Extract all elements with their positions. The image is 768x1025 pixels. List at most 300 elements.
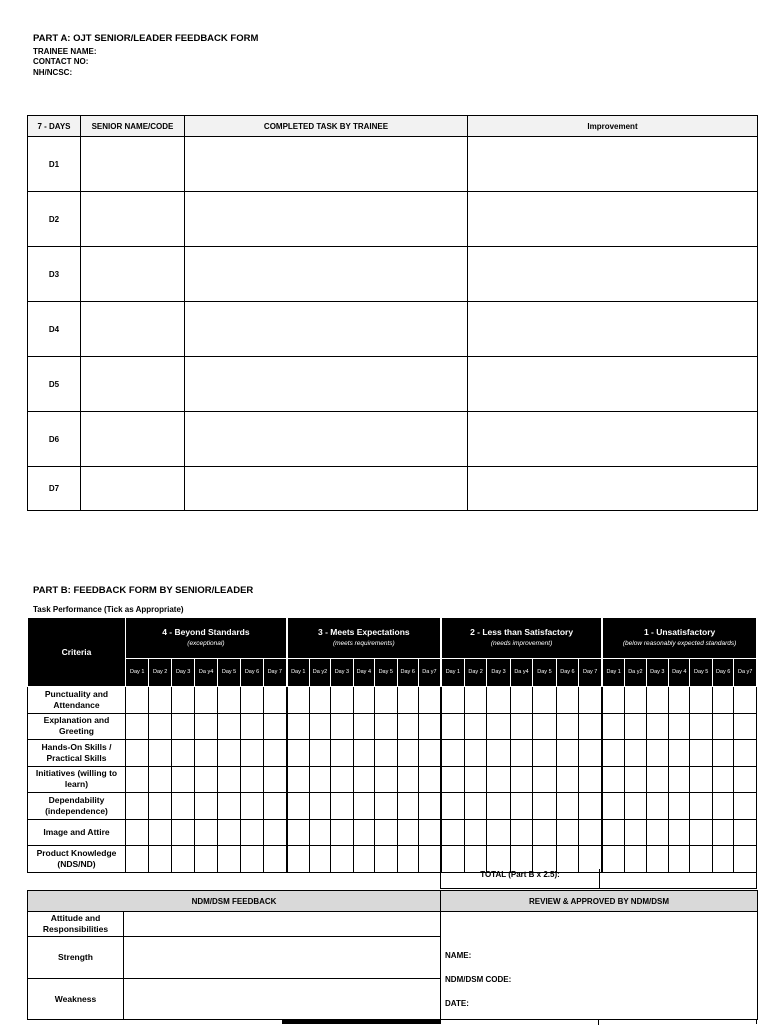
tick-cell[interactable] bbox=[331, 766, 353, 793]
tick-cell[interactable] bbox=[734, 793, 757, 820]
senior-name-cell[interactable] bbox=[81, 357, 185, 412]
improvement-cell[interactable] bbox=[468, 192, 758, 247]
tick-cell[interactable] bbox=[464, 793, 486, 820]
tick-cell[interactable] bbox=[287, 740, 309, 767]
day-column-header: Day 1 bbox=[441, 659, 464, 687]
tick-cell[interactable] bbox=[171, 713, 194, 740]
tick-cell[interactable] bbox=[331, 793, 353, 820]
tick-cell[interactable] bbox=[533, 819, 556, 846]
day-column-header: Day 2 bbox=[149, 659, 171, 687]
tick-cell[interactable] bbox=[353, 793, 374, 820]
tick-cell[interactable] bbox=[734, 713, 757, 740]
part-a-table bbox=[27, 115, 758, 511]
tick-cell[interactable] bbox=[149, 793, 171, 820]
tick-cell[interactable] bbox=[125, 740, 148, 767]
day-column-header: Day 5 bbox=[217, 659, 240, 687]
strength-label: Strength bbox=[28, 937, 124, 979]
ndm-dsm-feedback-header: NDM/DSM FEEDBACK bbox=[28, 891, 441, 912]
tick-cell[interactable] bbox=[625, 740, 646, 767]
tick-cell[interactable] bbox=[309, 846, 330, 873]
day-label: D1 bbox=[28, 137, 81, 192]
tick-cell[interactable] bbox=[241, 687, 263, 714]
tick-cell[interactable] bbox=[195, 793, 217, 820]
table-row bbox=[28, 192, 758, 247]
tick-cell[interactable] bbox=[510, 687, 532, 714]
criteria-label: Initiatives (willing to learn) bbox=[28, 766, 126, 793]
tick-cell[interactable] bbox=[602, 740, 624, 767]
tick-cell[interactable] bbox=[241, 793, 263, 820]
tick-cell[interactable] bbox=[263, 687, 287, 714]
weakness-input-cell[interactable] bbox=[124, 979, 441, 1020]
tick-cell[interactable] bbox=[309, 713, 330, 740]
criteria-label: Explanation and Greeting bbox=[28, 713, 126, 740]
criteria-label: Punctuality and Attendance bbox=[28, 687, 126, 714]
tick-cell[interactable] bbox=[217, 819, 240, 846]
tick-cell[interactable] bbox=[734, 687, 757, 714]
criteria-label: Hands-On Skills / Practical Skills bbox=[28, 740, 126, 767]
tick-cell[interactable] bbox=[375, 713, 397, 740]
completed-task-cell[interactable] bbox=[185, 357, 468, 412]
tick-cell[interactable] bbox=[375, 819, 397, 846]
tick-cell[interactable] bbox=[712, 687, 733, 714]
tick-cell[interactable] bbox=[353, 740, 374, 767]
table-row bbox=[28, 687, 757, 714]
day-label: D4 bbox=[28, 302, 81, 357]
tick-cell[interactable] bbox=[464, 687, 486, 714]
day-label: D2 bbox=[28, 192, 81, 247]
tick-cell[interactable] bbox=[418, 819, 440, 846]
part-b-subtitle: Task Performance (Tick as Appropriate) bbox=[33, 605, 184, 614]
review-code-label: NDM/DSM CODE: bbox=[445, 975, 512, 984]
table-row bbox=[28, 247, 758, 302]
tick-cell[interactable] bbox=[734, 819, 757, 846]
day-column-header: Da y4 bbox=[195, 659, 217, 687]
tick-cell[interactable] bbox=[263, 819, 287, 846]
completed-task-column-header: COMPLETED TASK BY TRAINEE bbox=[185, 116, 468, 137]
table-row bbox=[28, 819, 757, 846]
day-column-header: Day 1 bbox=[287, 659, 309, 687]
tick-cell[interactable] bbox=[734, 740, 757, 767]
tick-cell[interactable] bbox=[556, 740, 578, 767]
tick-cell[interactable] bbox=[625, 793, 646, 820]
tick-cell[interactable] bbox=[397, 687, 418, 714]
tick-cell[interactable] bbox=[125, 687, 148, 714]
day-column-header: Day 3 bbox=[171, 659, 194, 687]
tick-cell[interactable] bbox=[375, 793, 397, 820]
tick-cell[interactable] bbox=[331, 713, 353, 740]
day-column-header: Day 6 bbox=[556, 659, 578, 687]
day-column-header: Day 5 bbox=[533, 659, 556, 687]
tick-cell[interactable] bbox=[690, 819, 712, 846]
score-bar bbox=[282, 1019, 440, 1024]
tick-cell[interactable] bbox=[309, 766, 330, 793]
tick-cell[interactable] bbox=[556, 687, 578, 714]
senior-name-cell[interactable] bbox=[81, 192, 185, 247]
tick-cell[interactable] bbox=[241, 713, 263, 740]
senior-name-cell[interactable] bbox=[81, 302, 185, 357]
tick-cell[interactable] bbox=[669, 740, 690, 767]
tick-cell[interactable] bbox=[487, 687, 510, 714]
tick-cell[interactable] bbox=[149, 687, 171, 714]
level-description: (below reasonably expected standards) bbox=[622, 640, 737, 647]
tick-cell[interactable] bbox=[375, 740, 397, 767]
day-column-header: Day 6 bbox=[241, 659, 263, 687]
total-label: TOTAL (Part B x 2.5): bbox=[441, 869, 600, 888]
improvement-column-header: Improvement bbox=[468, 116, 758, 137]
tick-cell[interactable] bbox=[441, 740, 464, 767]
tick-cell[interactable] bbox=[625, 713, 646, 740]
tick-cell[interactable] bbox=[125, 793, 148, 820]
review-date-label: DATE: bbox=[445, 999, 469, 1008]
tick-cell[interactable] bbox=[287, 819, 309, 846]
tick-cell[interactable] bbox=[464, 819, 486, 846]
tick-cell[interactable] bbox=[397, 846, 418, 873]
criteria-label: Image and Attire bbox=[28, 819, 126, 846]
day-column-header: Da y2 bbox=[309, 659, 330, 687]
tick-cell[interactable] bbox=[397, 819, 418, 846]
part-a-title: PART A: OJT SENIOR/LEADER FEEDBACK FORM bbox=[33, 33, 259, 44]
tick-cell[interactable] bbox=[331, 740, 353, 767]
tick-cell[interactable] bbox=[690, 793, 712, 820]
tick-cell[interactable] bbox=[510, 740, 532, 767]
tick-cell[interactable] bbox=[712, 819, 733, 846]
review-name-label: NAME: bbox=[445, 951, 472, 960]
completed-task-cell[interactable] bbox=[185, 467, 468, 511]
tick-cell[interactable] bbox=[510, 713, 532, 740]
tick-cell[interactable] bbox=[510, 793, 532, 820]
tick-cell[interactable] bbox=[464, 713, 486, 740]
tick-cell[interactable] bbox=[441, 819, 464, 846]
tick-cell[interactable] bbox=[171, 740, 194, 767]
day-column-header: Day 3 bbox=[487, 659, 510, 687]
tick-cell[interactable] bbox=[125, 713, 148, 740]
senior-name-cell[interactable] bbox=[81, 247, 185, 302]
improvement-cell[interactable] bbox=[468, 137, 758, 192]
tick-cell[interactable] bbox=[171, 846, 194, 873]
tick-cell[interactable] bbox=[602, 713, 624, 740]
tick-cell[interactable] bbox=[397, 713, 418, 740]
tick-cell[interactable] bbox=[195, 846, 217, 873]
total-row bbox=[440, 869, 757, 889]
tick-cell[interactable] bbox=[556, 793, 578, 820]
tick-cell[interactable] bbox=[646, 687, 668, 714]
tick-cell[interactable] bbox=[602, 793, 624, 820]
tick-cell[interactable] bbox=[712, 740, 733, 767]
level-name: 3 - Meets Expectations bbox=[318, 627, 410, 637]
criteria-label: Dependability (independence) bbox=[28, 793, 126, 820]
tick-cell[interactable] bbox=[556, 766, 578, 793]
tick-cell[interactable] bbox=[579, 740, 603, 767]
day-column-header: Day 6 bbox=[712, 659, 733, 687]
tick-cell[interactable] bbox=[418, 846, 440, 873]
tick-cell[interactable] bbox=[375, 766, 397, 793]
tick-cell[interactable] bbox=[397, 740, 418, 767]
date-row-stub bbox=[440, 1019, 757, 1024]
day-column-header: Day 4 bbox=[353, 659, 374, 687]
level-name: 4 - Beyond Standards bbox=[162, 627, 250, 637]
level-header-3 bbox=[287, 618, 441, 659]
day-column-header: Da y7 bbox=[734, 659, 757, 687]
improvement-cell[interactable] bbox=[468, 357, 758, 412]
improvement-cell[interactable] bbox=[468, 302, 758, 357]
table-row bbox=[28, 357, 758, 412]
tick-cell[interactable] bbox=[579, 687, 603, 714]
day-column-header: Day 1 bbox=[125, 659, 148, 687]
tick-cell[interactable] bbox=[125, 766, 148, 793]
tick-cell[interactable] bbox=[487, 713, 510, 740]
tick-cell[interactable] bbox=[241, 766, 263, 793]
level-header-2 bbox=[441, 618, 602, 659]
day-column-header: Day 1 bbox=[602, 659, 624, 687]
tick-cell[interactable] bbox=[195, 713, 217, 740]
tick-cell[interactable] bbox=[533, 713, 556, 740]
table-row bbox=[28, 740, 757, 767]
completed-task-cell[interactable] bbox=[185, 247, 468, 302]
tick-cell[interactable] bbox=[287, 766, 309, 793]
tick-cell[interactable] bbox=[217, 740, 240, 767]
tick-cell[interactable] bbox=[602, 687, 624, 714]
tick-cell[interactable] bbox=[397, 793, 418, 820]
tick-cell[interactable] bbox=[195, 687, 217, 714]
tick-cell[interactable] bbox=[263, 713, 287, 740]
tick-cell[interactable] bbox=[602, 819, 624, 846]
table-row bbox=[28, 302, 758, 357]
day-column-header: Day 3 bbox=[331, 659, 353, 687]
tick-cell[interactable] bbox=[418, 766, 440, 793]
tick-cell[interactable] bbox=[690, 687, 712, 714]
improvement-cell[interactable] bbox=[468, 467, 758, 511]
day-label: D6 bbox=[28, 412, 81, 467]
tick-cell[interactable] bbox=[195, 766, 217, 793]
tick-cell[interactable] bbox=[217, 713, 240, 740]
tick-cell[interactable] bbox=[241, 846, 263, 873]
tick-cell[interactable] bbox=[195, 740, 217, 767]
tick-cell[interactable] bbox=[331, 846, 353, 873]
tick-cell[interactable] bbox=[331, 819, 353, 846]
tick-cell[interactable] bbox=[690, 766, 712, 793]
tick-cell[interactable] bbox=[579, 766, 603, 793]
tick-cell[interactable] bbox=[418, 740, 440, 767]
tick-cell[interactable] bbox=[646, 740, 668, 767]
day-column-header: Day 5 bbox=[375, 659, 397, 687]
part-b-title: PART B: FEEDBACK FORM BY SENIOR/LEADER bbox=[33, 585, 254, 596]
day-label: D5 bbox=[28, 357, 81, 412]
ndm-dsm-feedback-table bbox=[27, 890, 758, 1020]
completed-task-cell[interactable] bbox=[185, 412, 468, 467]
senior-name-column-header: SENIOR NAME/CODE bbox=[81, 116, 185, 137]
task-performance-table bbox=[27, 617, 757, 873]
completed-task-cell[interactable] bbox=[185, 302, 468, 357]
table-row bbox=[28, 137, 758, 192]
tick-cell[interactable] bbox=[171, 687, 194, 714]
day-column-header: Day 2 bbox=[464, 659, 486, 687]
tick-cell[interactable] bbox=[669, 766, 690, 793]
tick-cell[interactable] bbox=[353, 687, 374, 714]
tick-cell[interactable] bbox=[418, 713, 440, 740]
tick-cell[interactable] bbox=[669, 687, 690, 714]
day-column-header: Da y4 bbox=[510, 659, 532, 687]
days-column-header: 7 - DAYS bbox=[28, 116, 81, 137]
tick-cell[interactable] bbox=[149, 819, 171, 846]
tick-cell[interactable] bbox=[171, 793, 194, 820]
tick-cell[interactable] bbox=[712, 713, 733, 740]
tick-cell[interactable] bbox=[309, 740, 330, 767]
level-header-1 bbox=[602, 618, 756, 659]
tick-cell[interactable] bbox=[441, 713, 464, 740]
senior-name-cell[interactable] bbox=[81, 137, 185, 192]
tick-cell[interactable] bbox=[510, 819, 532, 846]
tick-cell[interactable] bbox=[149, 713, 171, 740]
tick-cell[interactable] bbox=[669, 713, 690, 740]
tick-cell[interactable] bbox=[353, 846, 374, 873]
table-row bbox=[28, 467, 758, 511]
tick-cell[interactable] bbox=[331, 687, 353, 714]
tick-cell[interactable] bbox=[309, 819, 330, 846]
day-column-header: Day 7 bbox=[579, 659, 603, 687]
tick-cell[interactable] bbox=[241, 819, 263, 846]
tick-cell[interactable] bbox=[287, 713, 309, 740]
day-label: D7 bbox=[28, 467, 81, 511]
tick-cell[interactable] bbox=[125, 819, 148, 846]
tick-cell[interactable] bbox=[579, 713, 603, 740]
tick-cell[interactable] bbox=[646, 793, 668, 820]
table-row bbox=[28, 412, 758, 467]
tick-cell[interactable] bbox=[441, 766, 464, 793]
tick-cell[interactable] bbox=[646, 819, 668, 846]
tick-cell[interactable] bbox=[195, 819, 217, 846]
tick-cell[interactable] bbox=[309, 793, 330, 820]
tick-cell[interactable] bbox=[579, 793, 603, 820]
table-row bbox=[28, 793, 757, 820]
tick-cell[interactable] bbox=[690, 713, 712, 740]
tick-cell[interactable] bbox=[217, 766, 240, 793]
senior-name-cell[interactable] bbox=[81, 412, 185, 467]
improvement-cell[interactable] bbox=[468, 412, 758, 467]
level-description: (exceptional) bbox=[187, 640, 225, 647]
strength-input-cell[interactable] bbox=[124, 937, 441, 979]
tick-cell[interactable] bbox=[690, 740, 712, 767]
tick-cell[interactable] bbox=[217, 846, 240, 873]
review-approved-header: REVIEW & APPROVED BY NDM/DSM bbox=[441, 891, 758, 912]
tick-cell[interactable] bbox=[441, 687, 464, 714]
tick-cell[interactable] bbox=[217, 793, 240, 820]
tick-cell[interactable] bbox=[487, 819, 510, 846]
tick-cell[interactable] bbox=[217, 687, 240, 714]
day-column-header: Da y2 bbox=[625, 659, 646, 687]
completed-task-cell[interactable] bbox=[185, 192, 468, 247]
trainee-name-label: TRAINEE NAME: bbox=[33, 46, 97, 56]
nh-ncsc-label: NH/NCSC: bbox=[33, 67, 73, 77]
day-column-header: Day 7 bbox=[263, 659, 287, 687]
tick-cell[interactable] bbox=[464, 740, 486, 767]
improvement-cell[interactable] bbox=[468, 247, 758, 302]
attitude-label: Attitude and Responsibilities bbox=[28, 912, 124, 937]
tick-cell[interactable] bbox=[712, 793, 733, 820]
tick-cell[interactable] bbox=[669, 819, 690, 846]
tick-cell[interactable] bbox=[241, 740, 263, 767]
weakness-label: Weakness bbox=[28, 979, 124, 1020]
tick-cell[interactable] bbox=[556, 819, 578, 846]
day-column-header: Day 4 bbox=[669, 659, 690, 687]
tick-cell[interactable] bbox=[533, 766, 556, 793]
tick-cell[interactable] bbox=[669, 793, 690, 820]
tick-cell[interactable] bbox=[418, 793, 440, 820]
table-row bbox=[28, 713, 757, 740]
senior-name-cell[interactable] bbox=[81, 467, 185, 511]
review-section bbox=[441, 912, 758, 1020]
part-a-header bbox=[33, 34, 258, 78]
tick-cell[interactable] bbox=[353, 713, 374, 740]
tick-cell[interactable] bbox=[263, 793, 287, 820]
tick-cell[interactable] bbox=[533, 687, 556, 714]
criteria-header: Criteria bbox=[28, 618, 126, 687]
tick-cell[interactable] bbox=[464, 766, 486, 793]
day-column-header: Day 3 bbox=[646, 659, 668, 687]
tick-cell[interactable] bbox=[353, 819, 374, 846]
tick-cell[interactable] bbox=[556, 713, 578, 740]
tick-cell[interactable] bbox=[375, 846, 397, 873]
tick-cell[interactable] bbox=[397, 766, 418, 793]
level-description: (meets requirements) bbox=[332, 640, 395, 647]
completed-task-cell[interactable] bbox=[185, 137, 468, 192]
tick-cell[interactable] bbox=[375, 687, 397, 714]
tick-cell[interactable] bbox=[487, 740, 510, 767]
tick-cell[interactable] bbox=[510, 766, 532, 793]
level-header-4 bbox=[125, 618, 286, 659]
tick-cell[interactable] bbox=[149, 766, 171, 793]
day-column-header: Day 5 bbox=[690, 659, 712, 687]
tick-cell[interactable] bbox=[287, 793, 309, 820]
tick-cell[interactable] bbox=[149, 846, 171, 873]
tick-cell[interactable] bbox=[625, 766, 646, 793]
day-label: D3 bbox=[28, 247, 81, 302]
criteria-label: Product Knowledge (NDS/ND) bbox=[28, 846, 126, 873]
tick-cell[interactable] bbox=[171, 819, 194, 846]
tick-cell[interactable] bbox=[263, 846, 287, 873]
tick-cell[interactable] bbox=[712, 766, 733, 793]
tick-cell[interactable] bbox=[487, 766, 510, 793]
contact-no-label: CONTACT NO: bbox=[33, 57, 89, 66]
day-column-header: Da y7 bbox=[418, 659, 440, 687]
table-row bbox=[28, 766, 757, 793]
tick-cell[interactable] bbox=[263, 766, 287, 793]
tick-cell[interactable] bbox=[171, 766, 194, 793]
tick-cell[interactable] bbox=[441, 793, 464, 820]
tick-cell[interactable] bbox=[487, 793, 510, 820]
tick-cell[interactable] bbox=[263, 740, 287, 767]
tick-cell[interactable] bbox=[533, 740, 556, 767]
tick-cell[interactable] bbox=[149, 740, 171, 767]
tick-cell[interactable] bbox=[734, 766, 757, 793]
tick-cell[interactable] bbox=[533, 793, 556, 820]
attitude-input-cell[interactable] bbox=[124, 912, 441, 937]
level-name: 2 - Less than Satisfactory bbox=[470, 627, 574, 637]
tick-cell[interactable] bbox=[579, 819, 603, 846]
tick-cell[interactable] bbox=[309, 687, 330, 714]
tick-cell[interactable] bbox=[287, 846, 309, 873]
tick-cell[interactable] bbox=[418, 687, 440, 714]
level-description: (needs improvement) bbox=[490, 640, 553, 647]
tick-cell[interactable] bbox=[646, 713, 668, 740]
tick-cell[interactable] bbox=[625, 819, 646, 846]
day-column-header: Day 6 bbox=[397, 659, 418, 687]
tick-cell[interactable] bbox=[602, 766, 624, 793]
tick-cell[interactable] bbox=[353, 766, 374, 793]
tick-cell[interactable] bbox=[287, 687, 309, 714]
tick-cell[interactable] bbox=[625, 687, 646, 714]
tick-cell[interactable] bbox=[646, 766, 668, 793]
tick-cell[interactable] bbox=[125, 846, 148, 873]
